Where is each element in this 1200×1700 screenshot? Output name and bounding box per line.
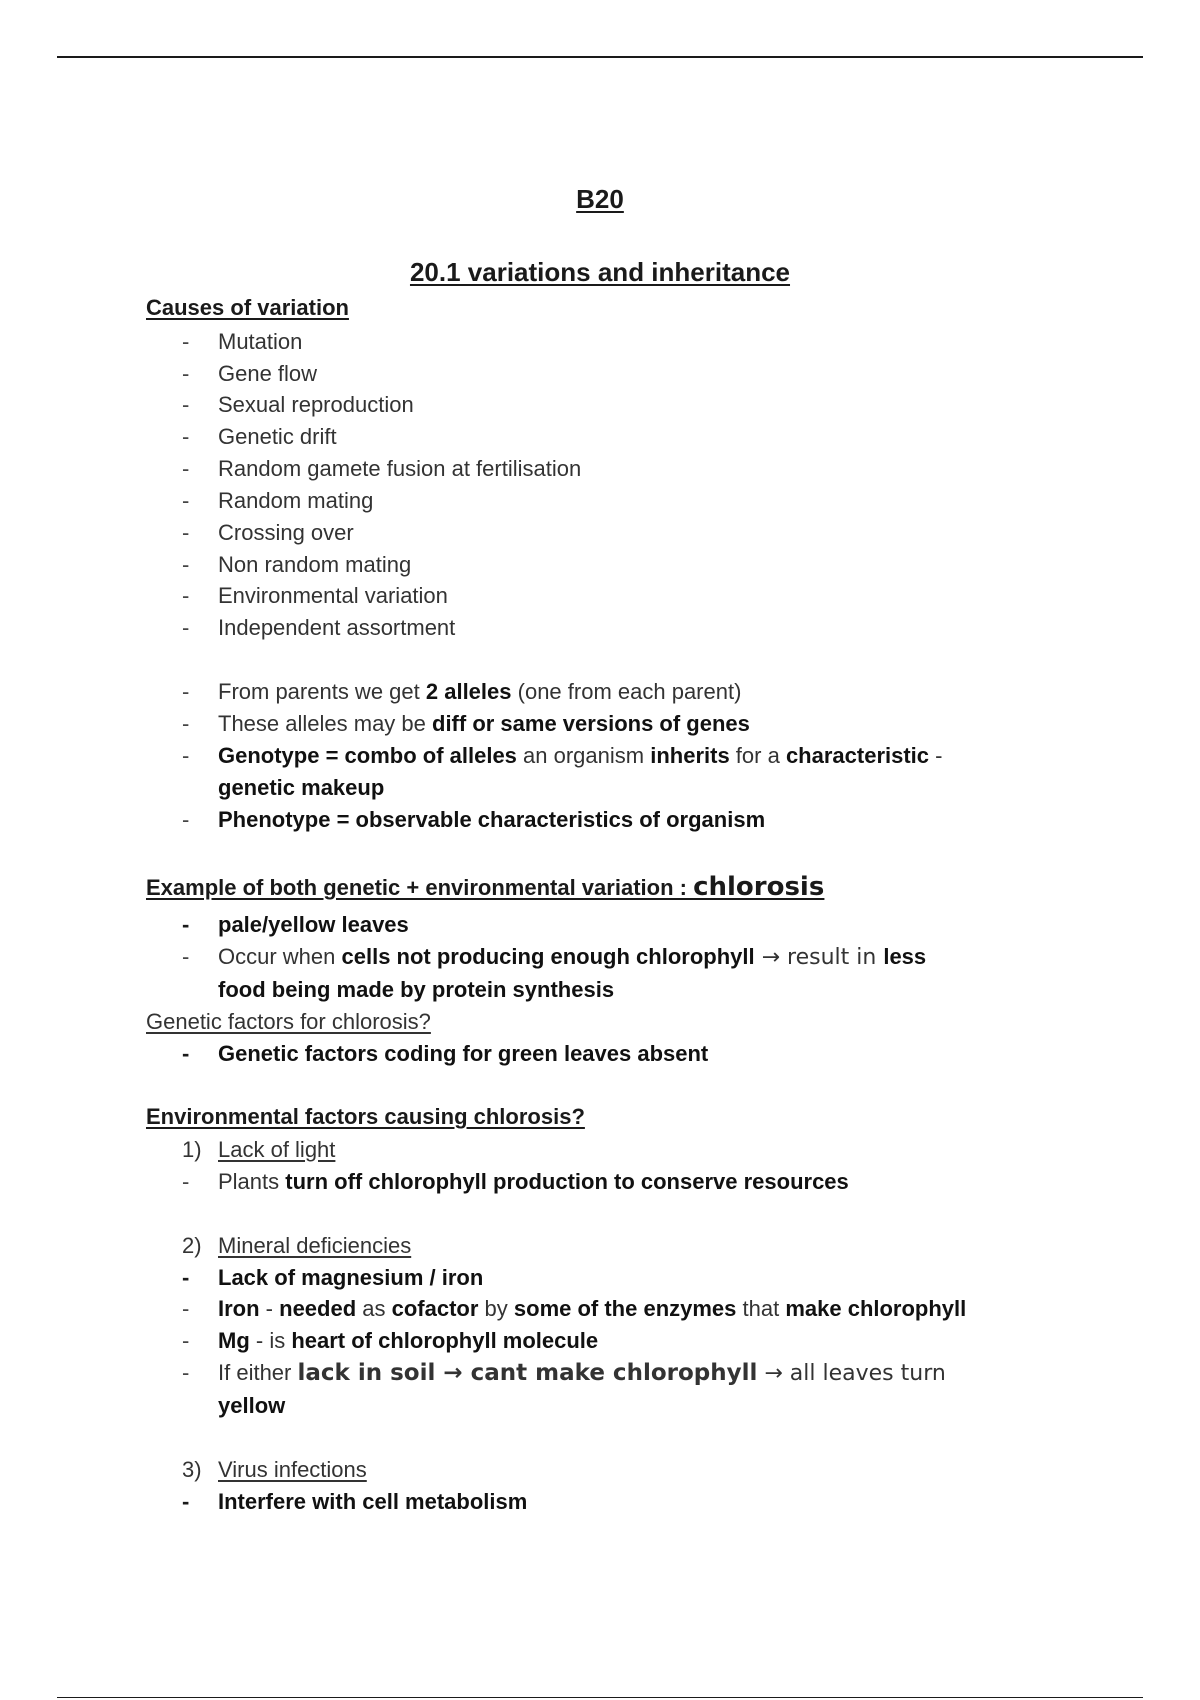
allele-bullet: - From parents we get 2 alleles (one from each parent) <box>182 679 742 704</box>
list-item: - Mutation <box>182 329 303 354</box>
list-item: - Sexual reproduction <box>182 392 414 417</box>
factor-mineral-deficiencies: 2) Mineral deficiencies <box>182 1233 412 1258</box>
genetic-factors-heading: Genetic factors for chlorosis? <box>146 1009 431 1034</box>
list-item: - Non random mating <box>182 552 412 577</box>
factor-bullet: - If either lack in soil → cant make chlorophyll → all leaves turn yellow <box>182 1360 946 1418</box>
genotype-definition: - Genotype = combo of alleles an organism inherits for a characteristic - genetic makeup <box>182 743 943 800</box>
list-item: - Gene flow <box>182 361 318 386</box>
environmental-factors-heading: Environmental factors causing chlorosis? <box>146 1104 585 1129</box>
allele-bullet: - These alleles may be diff or same versions of genes <box>182 711 750 736</box>
list-item: - Random gamete fusion at fertilisation <box>182 456 582 481</box>
section-title: 20.1 variations and inheritance <box>409 257 791 287</box>
list-item: - Random mating <box>182 488 374 513</box>
factor-virus-infections: 3) Virus infections <box>182 1457 367 1482</box>
page-title: B20 <box>576 184 624 214</box>
chlorosis-heading: Example of both genetic + environmental variation : chlorosis <box>146 872 825 902</box>
list-item: - Independent assortment <box>182 615 456 640</box>
chlorosis-bullet: - Occur when cells not producing enough chlorophyll → result in less food being made by protein synthesis <box>182 944 927 1002</box>
list-item: - Crossing over <box>182 520 354 545</box>
factor-bullet: - Plants turn off chlorophyll production to conserve resources <box>182 1169 849 1194</box>
list-item: - Environmental variation <box>182 583 448 608</box>
bottom-rule <box>57 1697 1143 1698</box>
top-rule <box>57 56 1143 58</box>
list-item: - Genetic drift <box>182 424 337 449</box>
chlorosis-bullet: - pale/yellow leaves <box>182 912 409 937</box>
factor-bullet: - Mg - is heart of chlorophyll molecule <box>182 1328 599 1353</box>
factor-bullet: - Iron - needed as cofactor by some of the enzymes that make chlorophyll <box>182 1296 967 1321</box>
genetic-factors-bullet: - Genetic factors coding for green leaves absent <box>182 1041 709 1066</box>
factor-bullet: - Interfere with cell metabolism <box>182 1489 528 1514</box>
factor-lack-of-light: 1) Lack of light <box>182 1137 336 1162</box>
factor-bullet: - Lack of magnesium / iron <box>182 1265 484 1290</box>
phenotype-definition: - Phenotype = observable characteristics of organism <box>182 807 766 832</box>
causes-heading: Causes of variation <box>146 295 349 320</box>
